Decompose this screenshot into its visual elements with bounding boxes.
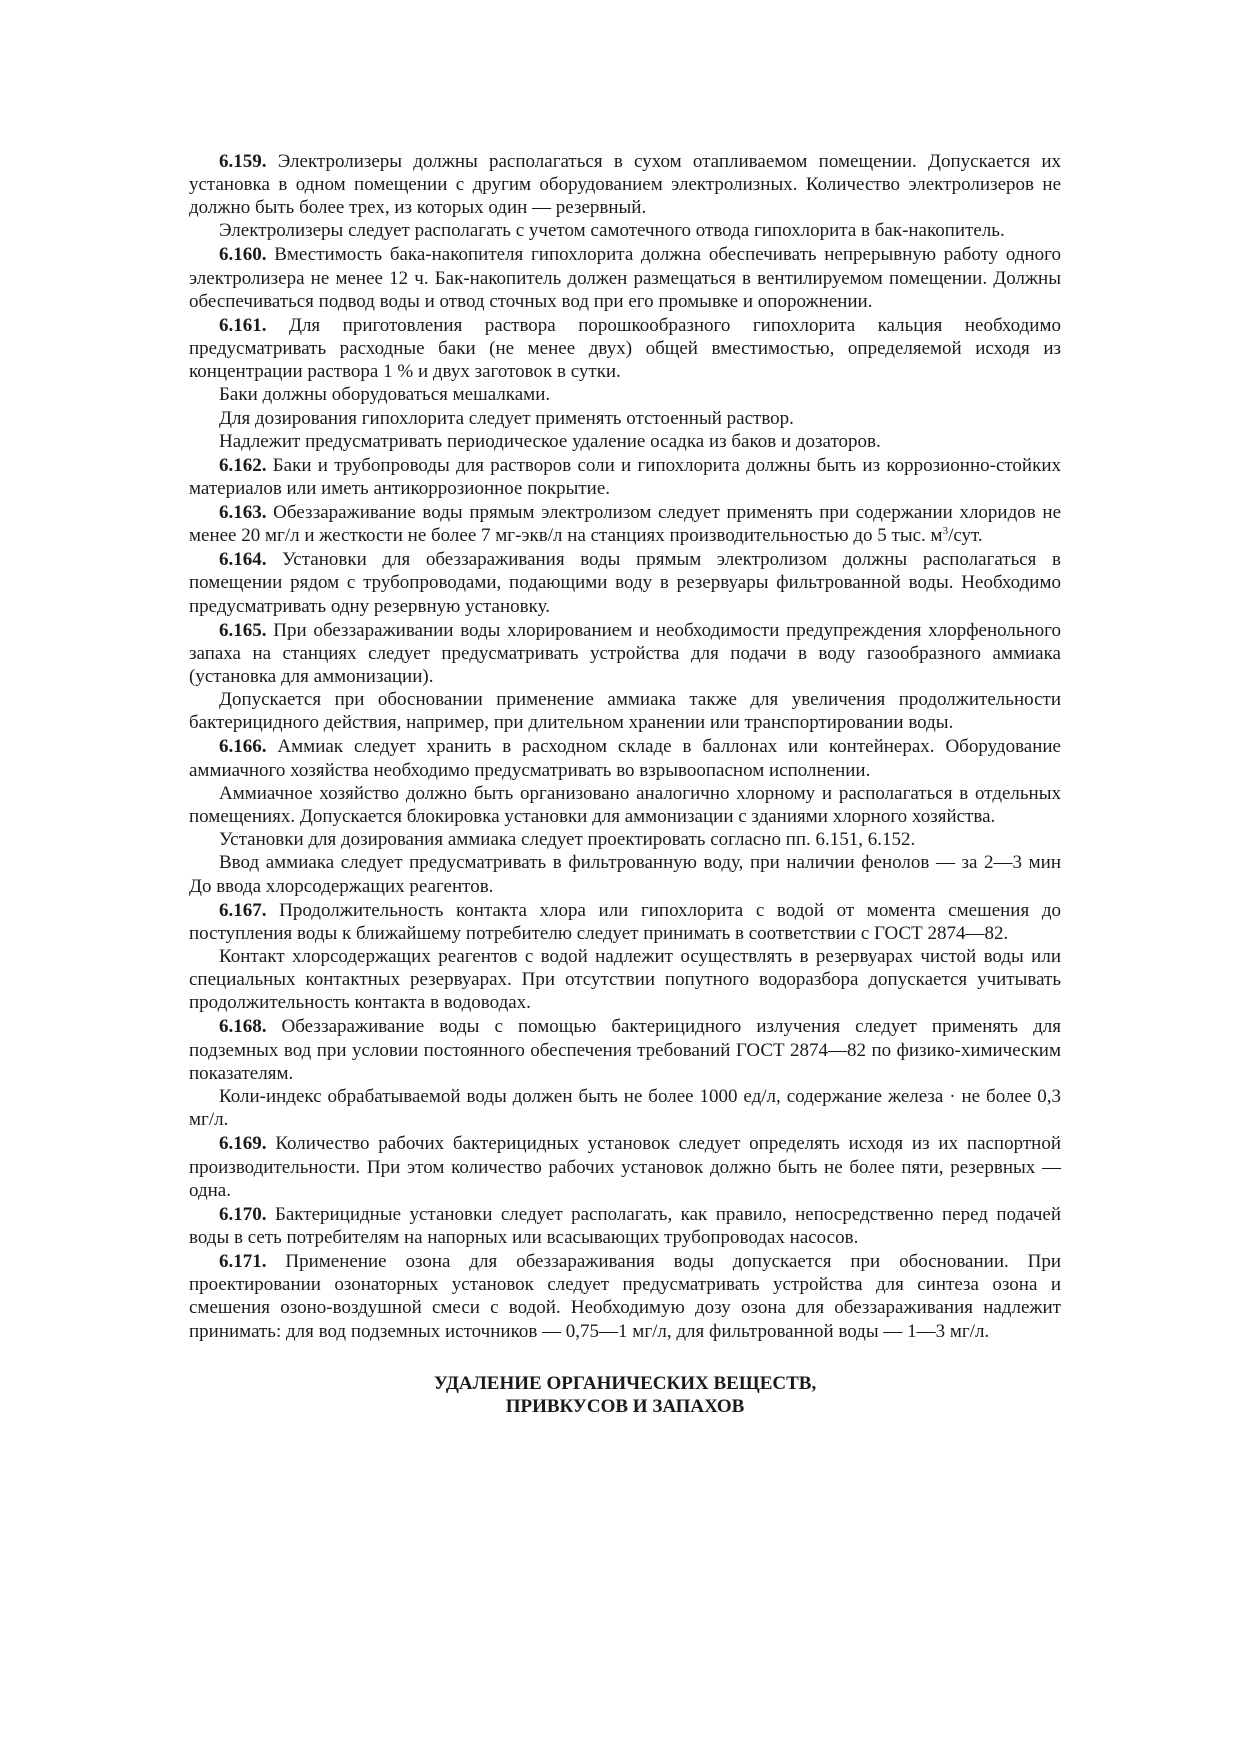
clause-paragraph — [189, 619, 1061, 689]
paragraph-text: Аммиак следует хранить в расходном складе в баллонах или контейнерах. Оборудование аммиачного хозяйства необходимо предусматривать во взрывоопасном исполнении. — [189, 736, 1061, 781]
paragraph — [189, 688, 1061, 734]
clause-number: 6.163. — [219, 502, 267, 524]
clause-number: 6.170. — [219, 1203, 267, 1225]
section-heading — [189, 1372, 1061, 1418]
section-heading-line-1: УДАЛЕНИЕ ОРГАНИЧЕСКИХ ВЕЩЕСТВ, — [433, 1372, 817, 1394]
paragraph-text: Установки для обеззараживания воды прямым электролизом должны располагаться в помещении рядом с трубопроводами, подающими воду в резервуары фильтрованной воды. Необходимо предусматривать одну резервную установку. — [189, 549, 1061, 617]
paragraph-text: Количество рабочих бактерицидных установок следует определять исходя из их паспортной производительности. При этом количество рабочих установок должно быть не более пяти, резервных — одна. — [189, 1133, 1061, 1201]
paragraph — [189, 945, 1061, 1015]
clause-number: 6.166. — [219, 736, 267, 758]
paragraph-text: Баки должны оборудоваться мешалками. — [219, 384, 551, 406]
paragraph-text: Ввод аммиака следует предусматривать в фильтрованную воду, при наличии фенолов — за 2—3 мин До ввода хлорсодержащих реагентов. — [189, 852, 1061, 897]
clause-paragraph — [189, 548, 1061, 618]
paragraph-text: Баки и трубопроводы для растворов соли и гипохлорита должны быть из коррозионно-стойких материалов или иметь антикоррозионное покрытие. — [189, 454, 1061, 500]
paragraph-text: Электролизеры следует располагать с учетом самотечного отвода гипохлорита в бак-накопитель. — [219, 220, 1005, 242]
paragraph-text: Контакт хлорсодержащих реагентов с водой надлежит осуществлять в резервуарах чистой воды или специальных контактных резервуарах. При отсутствии попутного водоразбора допускается учитывать продолжительность контакта в водоводах. — [189, 946, 1061, 1014]
clause-paragraph — [189, 735, 1061, 781]
paragraph-text: Вместимость бака-накопителя гипохлорита должна обеспечивать непрерывную работу одного электролизера не менее 12 ч. Бак-накопитель должен размещаться в вентилируемом помещении. Должны обеспечиваться подвод воды и отвод сточных вод при его промывке и опорожнении. — [189, 244, 1061, 312]
paragraph — [189, 828, 1061, 851]
paragraph-text: При обеззараживании воды хлорированием и необходимости предупреждения хлорфенольного запаха на станциях следует предусматривать устройства для подачи в воду газообразного аммиака (установка для аммонизации). — [189, 619, 1061, 688]
paragraph-text: Установки для дозирования аммиака следует проектировать согласно пп. 6.151, 6.152. — [219, 829, 916, 851]
paragraph-text: Продолжительность контакта хлора или гипохлорита с водой от момента смешения до поступления воды к ближайшему потребителю следует принимать в соответствии с ГОСТ 2874—82. — [189, 899, 1061, 944]
clause-paragraph — [189, 314, 1061, 384]
paragraph-text: Электролизеры должны располагаться в сухом отапливаемом помещении. Допускается их установка в одном помещении с другим оборудованием электролизных. Количество электролизеров не должно быть более трех, из которых один — резервный. — [189, 150, 1061, 219]
paragraph-text: Допускается при обосновании применение аммиака также для увеличения продолжительности бактерицидного действия, например, при длительном хранении или транспортировании воды. — [189, 689, 1061, 734]
body-text — [189, 150, 1061, 1343]
paragraph-text: Для приготовления раствора порошкообразного гипохлорита кальция необходимо предусматривать расходные баки (не менее двух) общей вместимостью, определяемой исходя из концентрации раствора 1 % и двух заготовок в сутки. — [189, 314, 1061, 383]
paragraph — [189, 851, 1061, 897]
paragraph — [189, 430, 1061, 453]
superscript: 3 — [942, 525, 949, 538]
clause-number: 6.171. — [219, 1250, 267, 1272]
paragraph — [189, 1085, 1061, 1131]
paragraph-text-tail: /сут. — [948, 525, 983, 547]
paragraph-text: Обеззараживание воды с помощью бактерицидного излучения следует применять для подземных вод при условии постоянного обеспечения требований ГОСТ 2874—82 по физико-химическим показателям. — [189, 1016, 1061, 1084]
clause-paragraph — [189, 150, 1061, 220]
paragraph-text: Бактерицидные установки следует располагать, как правило, непосредственно перед подачей воды в сеть потребителям на напорных или всасывающих трубопроводах насосов. — [189, 1203, 1061, 1248]
paragraph-text: Обеззараживание воды прямым электролизом следует применять при содержании хлоридов не менее 20 мг/л и жесткости не более 7 мг-экв/л на станциях производительностью до 5 тыс. м — [189, 502, 1061, 547]
clause-paragraph — [189, 243, 1061, 313]
paragraph — [189, 383, 1061, 406]
clause-number: 6.164. — [219, 549, 267, 571]
clause-number: 6.168. — [219, 1016, 267, 1038]
paragraph-text: Коли-индекс обрабатываемой воды должен быть не более 1000 ед/л, содержание железа · не более 0,3 мг/л. — [189, 1086, 1061, 1131]
paragraph-text: Надлежит предусматривать периодическое удаление осадка из баков и дозаторов. — [219, 430, 881, 452]
document-page — [189, 149, 1061, 1418]
clause-paragraph — [189, 501, 1061, 547]
clause-paragraph — [189, 1203, 1061, 1249]
clause-number: 6.167. — [219, 899, 267, 921]
clause-paragraph — [189, 454, 1061, 500]
section-heading-line-2: ПРИВКУСОВ И ЗАПАХОВ — [505, 1395, 745, 1417]
paragraph — [189, 782, 1061, 828]
clause-number: 6.169. — [219, 1133, 267, 1155]
clause-paragraph — [189, 1015, 1061, 1085]
paragraph-text: Для дозирования гипохлорита следует применять отстоенный раствор. — [219, 407, 794, 429]
paragraph-text: Применение озона для обеззараживания воды допускается при обосновании. При проектировании озонаторных установок следует предусматривать устройства для синтеза озона и смешения озоно-воздушной смеси с водой. Необходимую дозу озона для обеззараживания надлежит принимать: для вод подземных источников — 0,75—1 мг/л, для фильтрованной воды — 1—3 мг/л. — [189, 1250, 1061, 1342]
clause-paragraph — [189, 1250, 1061, 1343]
clause-paragraph — [189, 899, 1061, 945]
clause-number: 6.165. — [219, 619, 267, 641]
clause-number: 6.161. — [219, 314, 267, 336]
paragraph — [189, 407, 1061, 430]
paragraph-text: Аммиачное хозяйство должно быть организовано аналогично хлорному и располагаться в отдельных помещениях. Допускается блокировка установки для аммонизации с зданиями хлорного хозяйства. — [189, 782, 1061, 828]
clause-paragraph — [189, 1132, 1061, 1202]
clause-number: 6.159. — [219, 150, 267, 172]
clause-number: 6.162. — [219, 454, 267, 476]
clause-number: 6.160. — [219, 244, 267, 266]
paragraph — [189, 219, 1061, 242]
